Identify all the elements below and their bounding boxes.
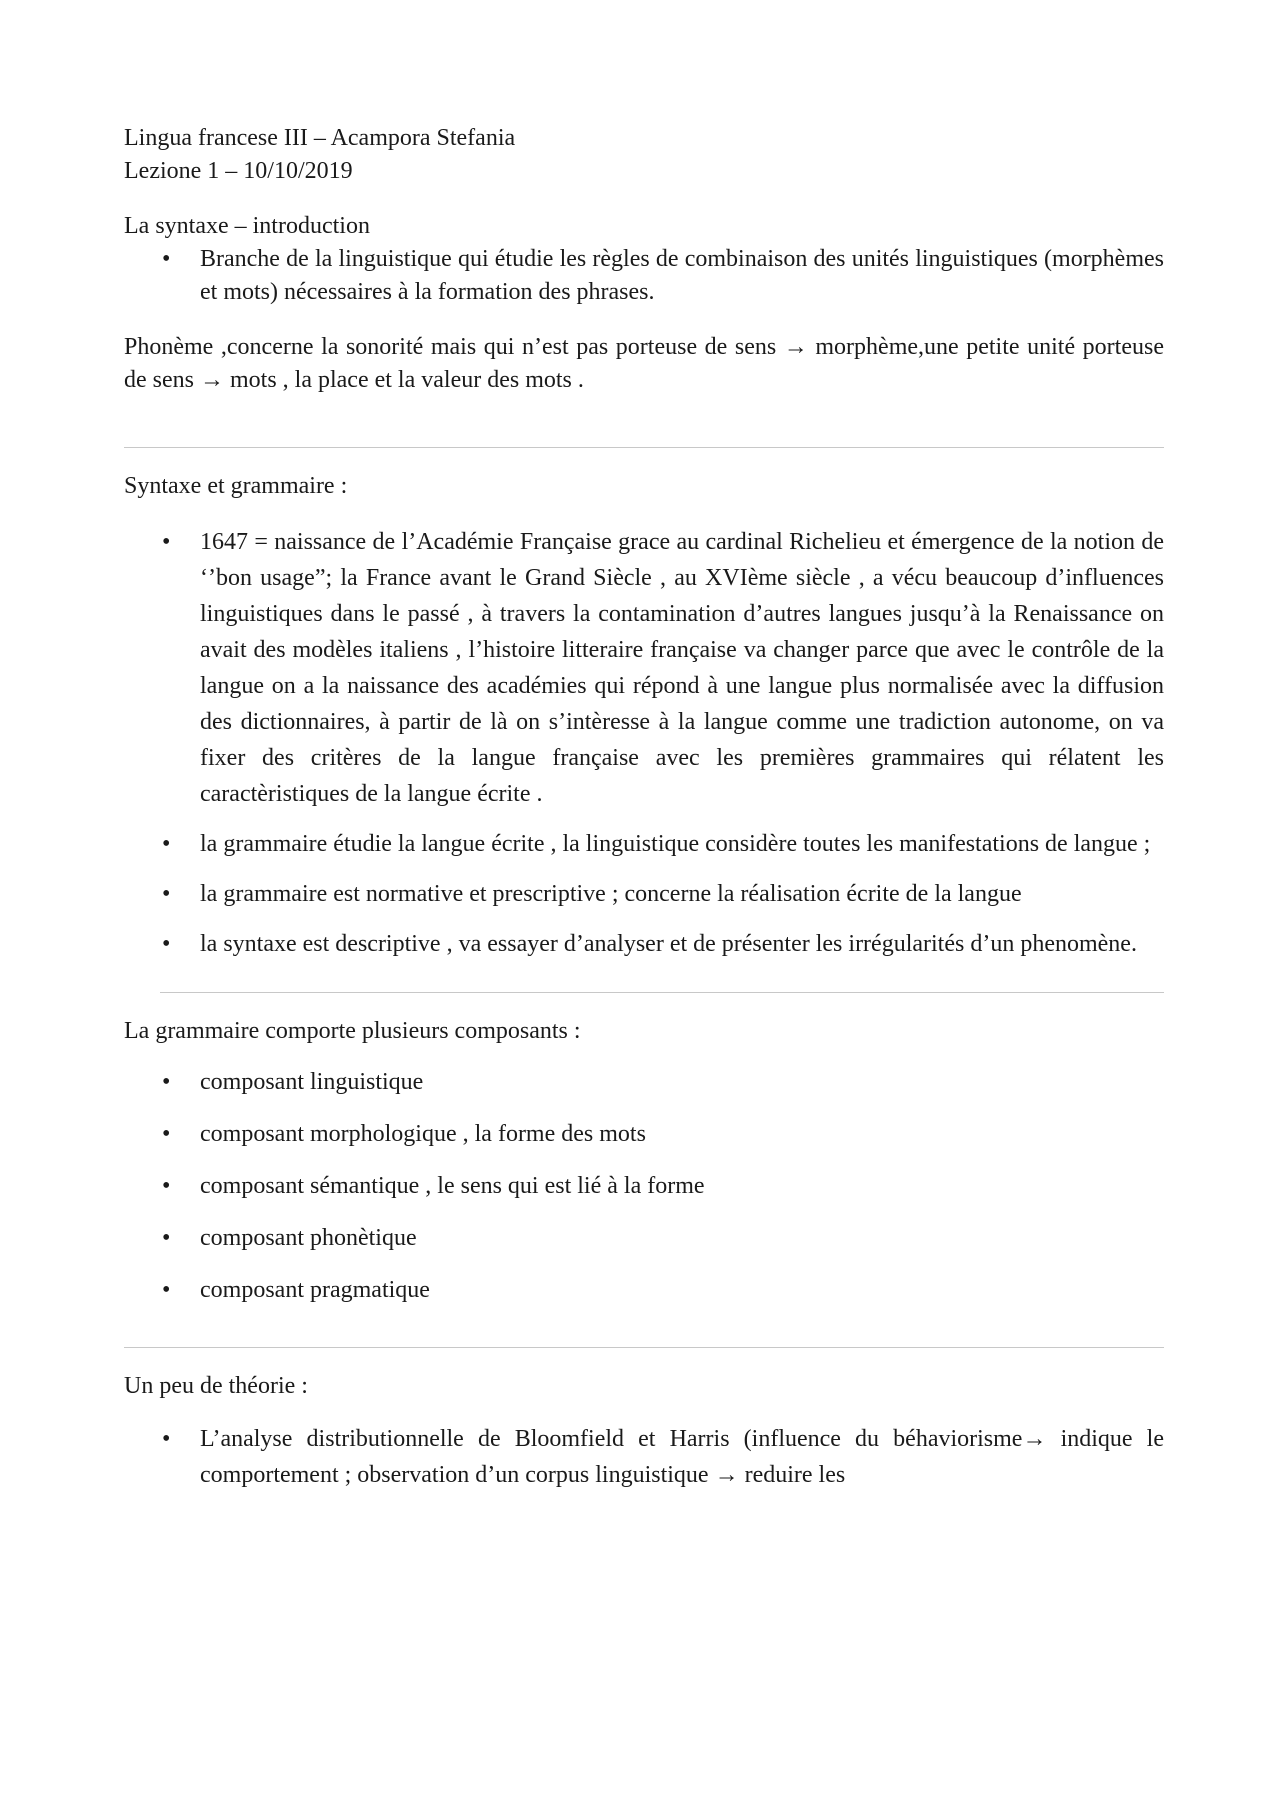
list-item — [124, 826, 1164, 862]
list-item — [124, 926, 1164, 962]
list-item — [124, 1170, 1164, 1203]
bullet-icon: • — [162, 1173, 171, 1199]
section1-bullet-list — [124, 243, 1164, 309]
bullet-icon: • — [162, 1426, 171, 1452]
section3-title: La grammaire comporte plusieurs composants : — [124, 1018, 581, 1044]
list-item — [124, 1222, 1164, 1255]
list-item — [124, 243, 1164, 309]
section1-title: La syntaxe – introduction — [124, 213, 370, 239]
list-item-text: composant linguistique — [200, 1069, 424, 1095]
section4-bullet-list — [124, 1421, 1164, 1493]
list-item-text: composant phonètique — [200, 1225, 417, 1251]
course-title: Lingua francese III – Acampora Stefania — [124, 125, 516, 151]
list-item-text: composant pragmatique — [200, 1277, 430, 1303]
list-item-text: la grammaire étudie la langue écrite , la linguistique considère toutes les manifestations de langue ; — [200, 831, 1151, 857]
list-item — [124, 1421, 1164, 1493]
list-item-text: Branche de la linguistique qui étudie les règles de combinaison des unités linguistiques (morphèmes et mots) nécessaires à la formation des phrases. — [200, 246, 1164, 305]
bullet-icon: • — [162, 1121, 171, 1147]
bullet-icon: • — [162, 831, 171, 857]
lesson-date: Lezione 1 – 10/10/2019 — [124, 158, 353, 184]
list-item-text: la grammaire est normative et prescriptive ; concerne la réalisation écrite de la langue — [200, 881, 1022, 907]
list-item — [124, 524, 1164, 812]
bullet-icon: • — [162, 1277, 171, 1303]
section2-title: Syntaxe et grammaire : — [124, 473, 348, 499]
list-item-text: composant morphologique , la forme des mots — [200, 1121, 646, 1147]
list-item-text: L’analyse distributionnelle de Bloomfield et Harris (influence du béhaviorisme→ indique le comportement ; observation d’un corpus linguistique → reduire les — [200, 1426, 1164, 1488]
section4-title: Un peu de théorie : — [124, 1373, 308, 1399]
list-item-text: 1647 = naissance de l’Académie Française grace au cardinal Richelieu et émergence de la notion de ‘’bon usage”; la France avant le Grand Siècle , au XVIème siècle , a vécu beaucoup d’influences linguistiques dans le passé , à travers la contamination d’autres langues jusqu’à la Renaissance on avait des modèles italiens , l’histoire litteraire française va changer parce que avec le contrôle de la langue on a la naissance des académies qui répond à une langue plus normalisée avec la diffusion des dictionnaires, à partir de là on s’intèresse à la langue comme une tradiction autonome, on va fixer des critères de la langue française avec les premières grammaires qui rélatent les caractèristiques de la langue écrite . — [200, 529, 1164, 807]
document-page — [124, 122, 1164, 1493]
bullet-icon: • — [162, 931, 171, 957]
list-item-text: composant sémantique , le sens qui est lié à la forme — [200, 1173, 705, 1199]
bullet-icon: • — [162, 1225, 171, 1251]
bullet-icon: • — [162, 529, 171, 555]
list-item-text: la syntaxe est descriptive , va essayer d’analyser et de présenter les irrégularités d’un phenomène. — [200, 931, 1137, 957]
section3-bullet-list — [124, 1066, 1164, 1307]
bullet-icon: • — [162, 1069, 171, 1095]
list-item — [124, 1118, 1164, 1151]
bullet-icon: • — [162, 881, 171, 907]
list-item — [124, 1274, 1164, 1307]
phoneme-paragraph: Phonème ,concerne la sonorité mais qui n’est pas porteuse de sens → morphème,une petite unité porteuse de sens → mots , la place et la valeur des mots . — [124, 334, 1164, 393]
list-item — [124, 876, 1164, 912]
section2-bullet-list — [124, 524, 1164, 962]
bullet-icon: • — [162, 246, 171, 272]
list-item — [124, 1066, 1164, 1099]
